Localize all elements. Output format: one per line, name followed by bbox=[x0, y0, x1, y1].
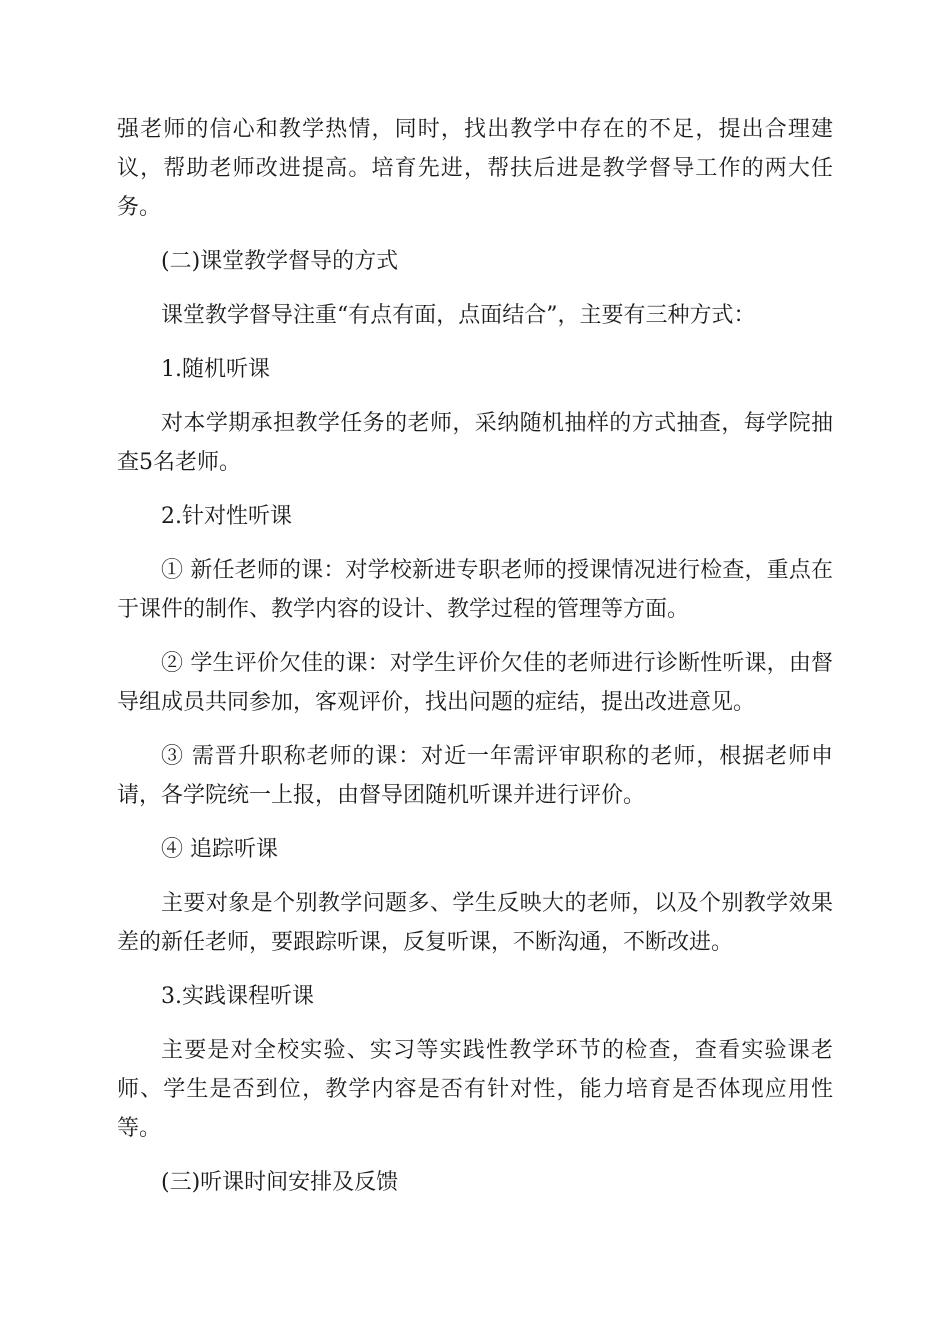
subheading-practice: 3.实践课程听课 bbox=[161, 984, 314, 1009]
list-item-promotion: ③ 需晋升职称老师的课：对近一年需评审职称的老师，根据老师申请，各学院统一上报，由督导团随机听课并进行评价。 bbox=[117, 744, 833, 808]
paragraph-random: 对本学期承担教学任务的老师，采纳随机抽样的方式抽查，每学院抽查5名老师。 bbox=[117, 411, 833, 475]
list-item-poor-rating: ② 学生评价欠佳的课：对学生评价欠佳的老师进行诊断性听课，由督导组成员共同参加，客观评价，找出问题的症结，提出改进意见。 bbox=[117, 651, 833, 715]
section-heading-method: (二)课堂教学督导的方式 bbox=[161, 249, 399, 274]
paragraph-intro: 课堂教学督导注重“有点有面，点面结合”，主要有三种方式： bbox=[161, 303, 756, 328]
document-body bbox=[117, 110, 833, 1217]
paragraph-practice: 主要是对全校实验、实习等实践性教学环节的检查，查看实验课老师、学生是否到位，教学内容是否有针对性，能力培育是否体现应用性等。 bbox=[117, 1038, 833, 1141]
list-item-tracking: ④ 追踪听课 bbox=[161, 837, 278, 862]
paragraph-continuation: 强老师的信心和教学热情，同时，找出教学中存在的不足，提出合理建议，帮助老师改进提高。培育先进，帮扶后进是教学督导工作的两大任务。 bbox=[117, 117, 833, 220]
list-item-new-teacher: ① 新任老师的课：对学校新进专职老师的授课情况进行检查，重点在于课件的制作、教学内容的设计、教学过程的管理等方面。 bbox=[117, 558, 833, 622]
section-heading-schedule: (三)听课时间安排及反馈 bbox=[161, 1170, 399, 1195]
paragraph-tracking: 主要对象是个别教学问题多、学生反映大的老师，以及个别教学效果差的新任老师，要跟踪听课，反复听课，不断沟通，不断改进。 bbox=[117, 891, 833, 955]
subheading-random: 1.随机听课 bbox=[161, 357, 270, 382]
subheading-targeted: 2.针对性听课 bbox=[161, 504, 292, 529]
